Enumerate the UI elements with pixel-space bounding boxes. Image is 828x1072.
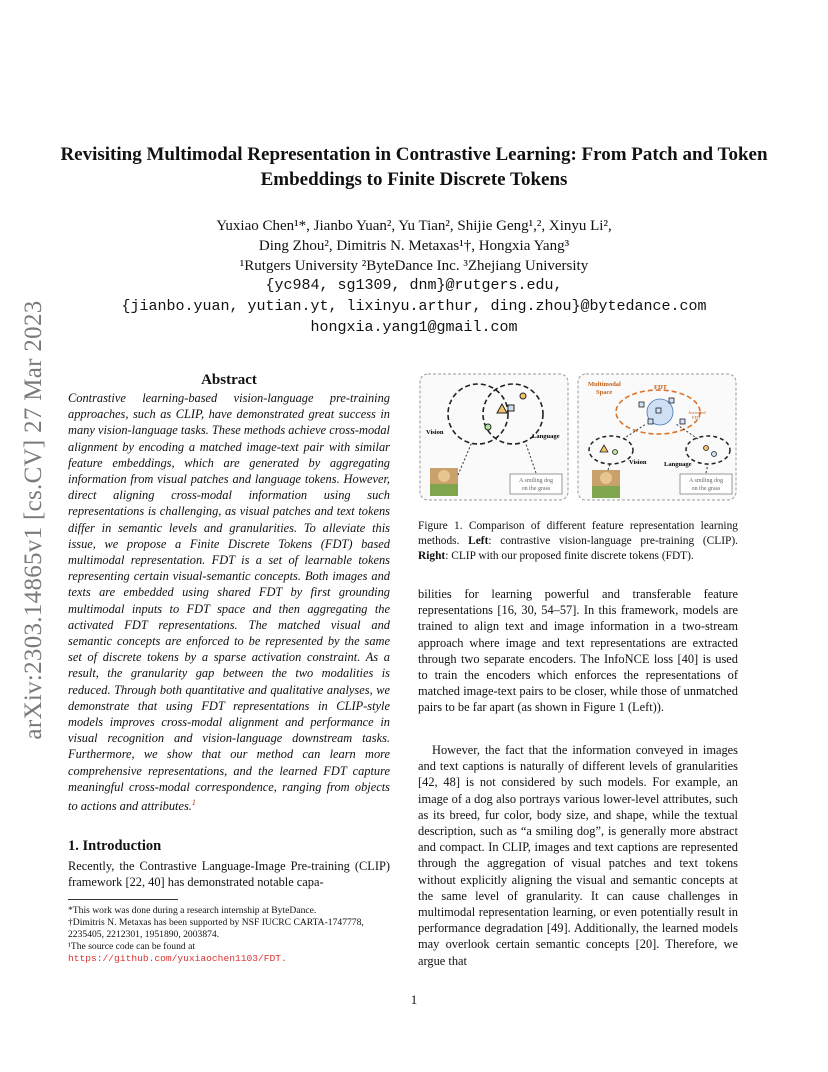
arxiv-id: arXiv:2303.14865v1 [cs.CV] 27 Mar 2023	[20, 300, 47, 740]
authors-line-1: Yuxiao Chen¹*, Jianbo Yuan², Yu Tian², Shijie Geng¹,², Xinyu Li²,	[216, 218, 612, 234]
svg-text:A smiling dog: A smiling dog	[518, 478, 554, 484]
right-language-label: Language	[664, 461, 692, 468]
circle-embedding	[485, 424, 491, 430]
abstract-heading: Abstract	[201, 372, 257, 388]
footnote-3	[68, 941, 390, 965]
svg-text:FDT: FDT	[692, 415, 701, 420]
author-block	[60, 216, 768, 276]
email-line-3: hongxia.yang1@gmail.com	[310, 319, 518, 336]
svg-text:Space: Space	[596, 389, 613, 396]
left-vision-label: Vision	[426, 429, 444, 436]
intro-paragraph-left: Recently, the Contrastive Language-Image Pre-training (CLIP) framework [22, 40] has demonstrated notable capa-	[68, 859, 390, 890]
square-embedding	[508, 405, 514, 411]
abstract-footnote-mark[interactable]: 1	[191, 798, 196, 808]
caption-label: Figure 1.	[418, 520, 463, 532]
svg-text:A smiling dog: A smiling dog	[688, 478, 724, 484]
abstract-text	[68, 390, 390, 814]
dot-embedding	[520, 393, 526, 399]
footnote-2: †Dimitris N. Metaxas has been supported by NSF IUCRC CARTA-1747778, 2235405, 2212301, 1951890, 2003874.	[68, 917, 364, 940]
intro-paragraph-2: However, the fact that the information conveyed in images and text captions is naturally of different levels of granularities [42, 48] is not considered by such models. For example, an image of a dog also portrays various lower-level attributes, such as its breed, fur color, body size, and shape, while the textual description, such as “a smiling dog”, is generally more abstract and compact. In CLIP, images and text captions are represented through the aggregation of visual patches and text tokens without explicitly aligning the visual and semantic concepts at the same level of granularity. It can cause challenges in multimodal representation learning, or even potentially result in performance degradation [49]. Additionally, the learned models may overlook certain semantic concepts [20]. Therefore, we argue that	[418, 743, 738, 968]
footnote-1: *This work was done during a research internship at ByteDance.	[68, 905, 317, 916]
intro-paragraph-right: bilities for learning powerful and transferable feature representations [16, 30, 54–57]. In this framework, models are trained to align text and image information in a two-stream approach where image and text representations are extracted through two separate encoders. The InfoNCE loss [40] is used to train the encoders which enforces the representations of matched image-text pairs to be closer, while those of unmatched pairs to be far apart (as shown in Figure 1 (Left)).	[418, 587, 738, 715]
authors-line-2: Ding Zhou², Dimitris N. Metaxas¹†, Hongxia Yang³	[258, 238, 570, 254]
footnote-3-url[interactable]: https://github.com/yuxiaochen1103/FDT.	[68, 953, 287, 964]
figure-1	[418, 372, 738, 504]
figure-1-caption	[418, 519, 738, 564]
arxiv-sidebar-stamp	[14, 280, 54, 760]
left-language-label: Language	[532, 433, 560, 440]
right-vision-label: Vision	[629, 459, 647, 466]
footnote-3-text: ¹The source code can be found at	[68, 941, 196, 952]
footnotes	[68, 905, 390, 965]
svg-text:on the grass: on the grass	[521, 486, 551, 492]
caption-text: Comparison of different feature representation learning methods.	[418, 520, 738, 547]
email-line-1: {yc984, sg1309, dnm}@rutgers.edu,	[265, 277, 563, 294]
paper-title: Revisiting Multimodal Representation in Contrastive Learning: From Patch and Token Embeddings to Finite Discrete Tokens	[60, 144, 768, 190]
svg-text:FDT: FDT	[654, 384, 667, 391]
page-number: 1	[410, 992, 418, 1007]
figure-1-diagram	[418, 372, 738, 504]
caption-right: : CLIP with our proposed finite discrete tokens (FDT).	[445, 550, 694, 562]
svg-text:on the grass: on the grass	[691, 486, 721, 492]
svg-text:Multimodal: Multimodal	[588, 381, 621, 388]
abstract-body: Contrastive learning-based vision-language pre-training approaches, such as CLIP, have demonstrated great success in many vision-language tasks. These methods achieve cross-modal alignment by encoding a matched image-text pair with similar feature embeddings, which are generated by aggregating information from visual patches and language tokens. However, direct aligning cross-modal information using such representations is challenging, as visual patches and text tokens differ in semantic levels and granularities. To alleviate this issue, we propose a Finite Discrete Tokens (FDT) based multimodal representation. FDT is a set of learnable tokens representing certain visual-semantic concepts. Both images and texts are embedded using shared FDT by first grounding multimodal inputs to FDT space and then aggregating the activated FDT representations. The matched visual and semantic concepts are enforced to be represented by the same set of discrete tokens by a sparse activation constraint. As a result, the granularity gap between the two modalities is reduced. Through both quantitative and qualitative analyses, we demonstrate that using FDT representations in CLIP-style models improves cross-modal alignment and performance in visual recognition and vision-language downstream tasks. Furthermore, we show that our method can learn more comprehensive representations, and the learned FDT capture meaningful cross-modal correspondence, ranging from objects to actions and attributes.	[68, 391, 390, 814]
email-line-2: {jianbo.yuan, yutian.yt, lixinyu.arthur, ding.zhou}@bytedance.com	[121, 298, 707, 315]
caption-left-bold: Left	[468, 535, 489, 547]
footnote-rule	[68, 899, 178, 900]
caption-left: : contrastive vision-language pre-training (CLIP).	[488, 535, 738, 547]
svg-text:Activated: Activated	[688, 410, 706, 415]
caption-right-bold: Right	[418, 550, 446, 562]
affiliations: ¹Rutgers University ²ByteDance Inc. ³Zhejiang University	[239, 258, 589, 274]
section-heading-introduction: 1. Introduction	[68, 838, 162, 854]
